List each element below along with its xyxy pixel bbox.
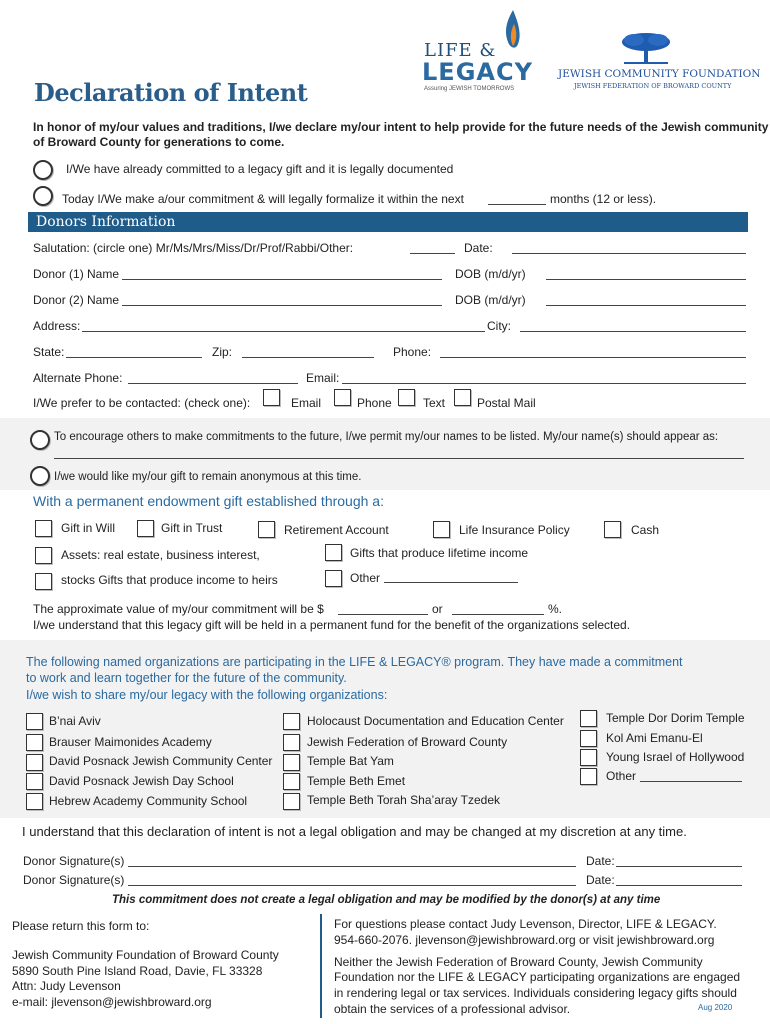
retirement-label: Retirement Account [284,523,389,537]
commit-today-months: months (12 or less). [550,192,657,206]
return-email: e-mail: jlevenson@jewishbroward.org [12,995,212,1009]
contact-email-label: Email [291,396,322,410]
life-legacy-line2: LEGACY [422,58,533,86]
signature-label-1: Donor Signature(s) [23,854,125,868]
org-brauser-checkbox[interactable] [26,734,43,751]
dob1-label: DOB (m/d/yr) [455,267,526,281]
org-other-checkbox[interactable] [580,768,597,785]
stocks-checkbox[interactable] [35,573,52,590]
life-legacy-line1: LIFE & [424,40,497,61]
salutation-label: Salutation: (circle one) Mr/Ms/Mrs/Miss/Dr/Prof/Rabbi/Other: [33,241,354,255]
salutation-other-field[interactable] [410,253,455,254]
date-label: Date: [464,241,493,255]
org-kol-ami-label: Kol Ami Emanu-El [606,731,703,745]
zip-label: Zip: [212,345,233,359]
signature-date-label-2: Date: [586,873,615,887]
city-field[interactable] [520,331,746,332]
zip-field[interactable] [242,357,374,358]
stocks-label: stocks Gifts that produce income to heirs [61,573,278,587]
donor2-name-field[interactable] [122,305,442,306]
phone-label: Phone: [393,345,432,359]
insurance-checkbox[interactable] [433,521,450,538]
lifetime-income-checkbox[interactable] [325,544,342,561]
org-hebrew-academy-checkbox[interactable] [26,793,43,810]
anonymous-label: I/we would like my/our gift to remain anonymous at this time. [54,471,362,483]
org-dor-dorim-label: Temple Dor Dorim Temple [606,711,745,725]
signature-date-label-1: Date: [586,854,615,868]
list-names-label: To encourage others to make commitments to the future, I/we permit my/our names to be listed. My/our name(s) should appear as: [54,431,719,443]
approx-value-field[interactable] [338,614,428,615]
org-posnack-day-label: David Posnack Jewish Day School [49,774,234,788]
state-label: State: [33,345,65,359]
return-label: Please return this form to: [12,919,150,933]
org-holocaust-checkbox[interactable] [283,713,300,730]
address-label: Address: [33,319,81,333]
disclaimer-line-3: in rendering legal or tax services. Individuals considering legacy gifts should [334,986,737,1000]
gift-trust-checkbox[interactable] [137,520,154,537]
disclaimer-line-2: Foundation nor the LIFE & LEGACY participating organizations are engaged [334,970,741,984]
org-young-israel-checkbox[interactable] [580,749,597,766]
return-address-3: Attn: Judy Levenson [12,979,121,993]
return-address-1: Jewish Community Foundation of Broward County [12,948,279,962]
org-posnack-jcc-checkbox[interactable] [26,754,43,771]
contact-text-label: Text [423,396,446,410]
signature-date-field-1[interactable] [616,866,742,867]
org-other-field[interactable] [640,781,742,782]
org-holocaust-label: Holocaust Documentation and Education Center [307,714,564,728]
org-dor-dorim-checkbox[interactable] [580,710,597,727]
orgs-intro-2: to work and learn together for the future of the community. [26,671,347,685]
commit-today-radio[interactable] [33,186,53,206]
disclaimer-line-1: Neither the Jewish Federation of Broward County, Jewish Community [334,955,703,969]
other-gift-label: Other [350,571,381,585]
contact-phone-label: Phone [357,396,392,410]
version-label: Aug 2020 [698,1003,733,1012]
list-names-radio[interactable] [30,430,50,450]
gift-trust-label: Gift in Trust [161,521,223,535]
org-beth-torah-label: Temple Beth Torah Sha’aray Tzedek [307,793,501,807]
other-gift-field[interactable] [384,582,518,583]
life-legacy-tagline: Assuring JEWISH TOMORROWS [424,86,515,92]
org-kol-ami-checkbox[interactable] [580,730,597,747]
org-posnack-jcc-label: David Posnack Jewish Community Center [49,754,273,768]
signature-label-2: Donor Signature(s) [23,873,125,887]
org-brauser-label: Brauser Maimonides Academy [49,735,212,749]
org-other-label: Other [606,769,637,783]
approx-value-label: The approximate value of my/our commitment will be $ [33,602,324,616]
org-beth-emet-checkbox[interactable] [283,773,300,790]
date-field[interactable] [512,253,746,254]
cash-checkbox[interactable] [604,521,621,538]
footer-divider [320,914,322,1018]
jcf-line2: JEWISH FEDERATION OF BROWARD COUNTY [574,82,732,90]
contact-text-checkbox[interactable] [398,389,415,406]
assets-label: Assets: real estate, business interest, [61,548,260,562]
donors-header-label: Donors Information [36,214,176,230]
email-field[interactable] [342,383,746,384]
approx-percent-label: %. [548,602,563,616]
page-title: Declaration of Intent [34,78,308,107]
assets-checkbox[interactable] [35,547,52,564]
alt-phone-label: Alternate Phone: [33,371,123,385]
org-hebrew-academy-label: Hebrew Academy Community School [49,794,248,808]
city-label: City: [487,319,511,333]
tree-icon [618,30,674,66]
approx-or-label: or [432,602,443,616]
life-legacy-logo [418,8,533,104]
org-beth-torah-checkbox[interactable] [283,793,300,810]
permanent-fund-note: I/we understand that this legacy gift will be held in a permanent fund for the benefit of the organizations selected. [33,618,631,632]
insurance-label: Life Insurance Policy [459,523,570,537]
phone-field[interactable] [440,357,746,358]
contact-pref-label: I/We prefer to be contacted: (check one): [33,396,251,410]
donor2-label: Donor (2) Name [33,293,120,307]
gift-will-label: Gift in Will [61,521,115,535]
disclaimer-line-4: obtain the services of a professional advisor. [334,1002,571,1016]
contact-postal-label: Postal Mail [477,396,536,410]
return-address-2: 5890 South Pine Island Road, Davie, FL 33328 [12,964,263,978]
legal-statement: I understand that this declaration of intent is not a legal obligation and may be changed at my discretion at any time. [22,824,687,839]
questions-line-2: 954-660-2076. jlevenson@jewishbroward.org or visit jewishbroward.org [334,933,715,947]
commitment-note: This commitment does not create a legal obligation and may be modified by the donor(s) at any time [112,894,661,906]
commit-today-label: Today I/We make a/our commitment & will legally formalize it within the next [62,192,464,206]
orgs-intro-1: The following named organizations are participating in the LIFE & LEGACY® program. They have made a commitment [26,655,683,669]
dob2-label: DOB (m/d/yr) [455,293,526,307]
jcf-line1: JEWISH COMMUNITY FOUNDATION [558,68,761,80]
org-federation-checkbox[interactable] [283,734,300,751]
intro-line-1: In honor of my/our values and traditions, I/we declare my/our intent to help provide for the future needs of the Jewish community [33,120,769,134]
org-bnai-aviv-label: B’nai Aviv [49,714,101,728]
donor1-name-field[interactable] [122,279,442,280]
contact-email-checkbox[interactable] [263,389,280,406]
donors-header [28,212,748,232]
anonymous-radio[interactable] [30,466,50,486]
org-beth-emet-label: Temple Beth Emet [307,774,406,788]
flame-icon [502,8,524,58]
dob2-field[interactable] [546,305,746,306]
approx-percent-field[interactable] [452,614,544,615]
other-gift-checkbox[interactable] [325,570,342,587]
orgs-intro-3: I/we wish to share my/our legacy with the following organizations: [26,688,388,702]
email-label: Email: [306,371,340,385]
dob1-field[interactable] [546,279,746,280]
gift-will-checkbox[interactable] [35,520,52,537]
months-field[interactable] [488,204,546,205]
already-committed-radio[interactable] [33,160,53,180]
address-field[interactable] [82,331,485,332]
org-federation-label: Jewish Federation of Broward County [307,735,508,749]
org-young-israel-label: Young Israel of Hollywood [606,750,745,764]
org-bnai-aviv-checkbox[interactable] [26,713,43,730]
questions-line-1: For questions please contact Judy Levenson, Director, LIFE & LEGACY. [334,917,717,931]
org-posnack-day-checkbox[interactable] [26,773,43,790]
signature-field-2[interactable] [128,885,576,886]
contact-phone-checkbox[interactable] [334,389,351,406]
signature-field-1[interactable] [128,866,576,867]
signature-date-field-2[interactable] [616,885,742,886]
jcf-logo [556,30,761,94]
donor1-label: Donor (1) Name [33,267,120,281]
cash-label: Cash [631,523,660,537]
alt-phone-field[interactable] [128,383,298,384]
endowment-header: With a permanent endowment gift established through a: [33,493,384,509]
contact-postal-checkbox[interactable] [454,389,471,406]
state-field[interactable] [66,357,202,358]
org-bat-yam-checkbox[interactable] [283,754,300,771]
already-committed-label: I/We have already committed to a legacy gift and it is legally documented [66,162,454,176]
lifetime-income-label: Gifts that produce lifetime income [350,546,529,560]
retirement-checkbox[interactable] [258,521,275,538]
intro-line-2: of Broward County for generations to come. [33,135,285,149]
org-bat-yam-label: Temple Bat Yam [307,754,394,768]
listed-name-field[interactable] [54,458,744,459]
